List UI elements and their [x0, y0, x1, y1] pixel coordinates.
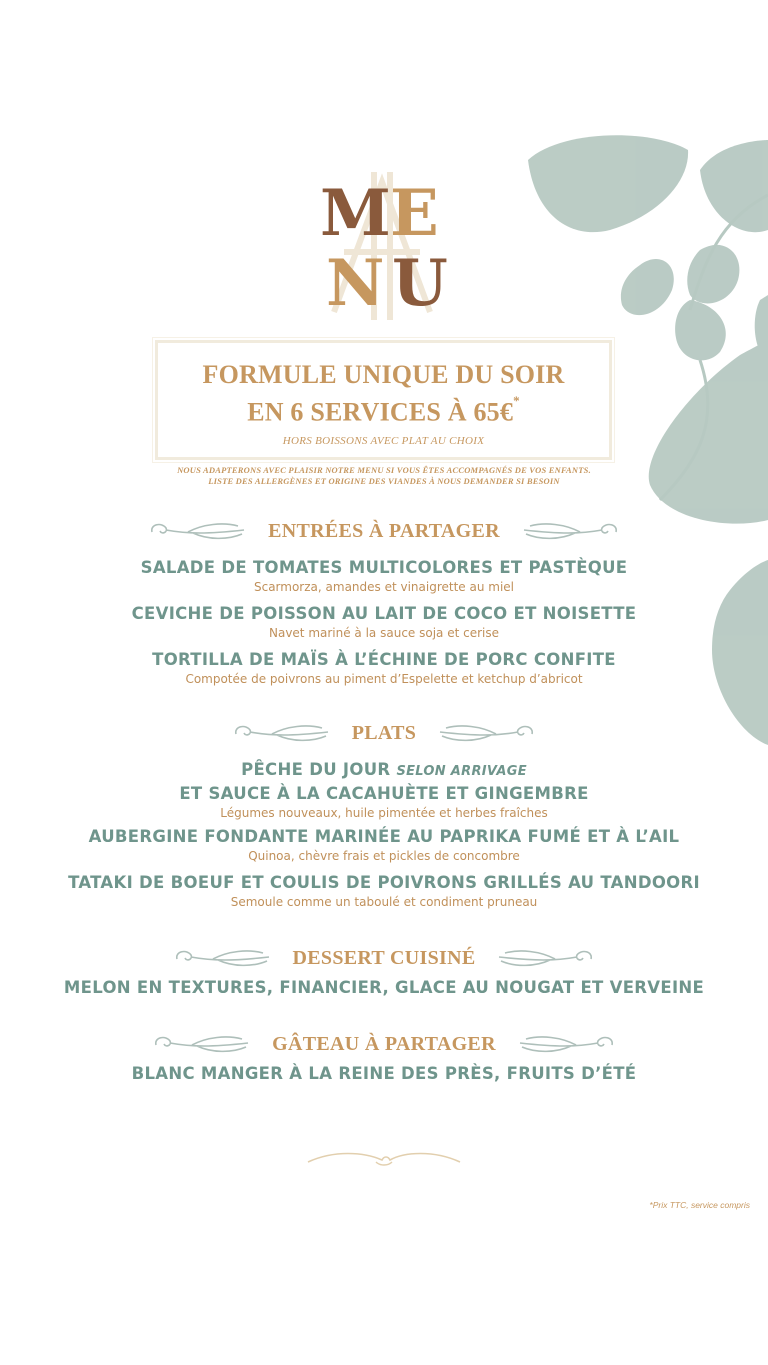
dish-description: Semoule comme un taboulé et condiment pruneau: [230, 895, 538, 909]
dish-title: TORTILLA DE MAÏS À L’ÉCHINE DE PORC CONFITE: [152, 650, 616, 669]
logo-letter-e: E: [390, 176, 439, 251]
dish-title: [0, 759, 768, 783]
dish-title-part: PÊCHE DU JOUR: [241, 760, 397, 779]
logo-letter-u: U: [392, 246, 448, 321]
dish-title: AUBERGINE FONDANTE MARINÉE AU PAPRIKA FUMÉ ET À L’AIL: [88, 827, 680, 846]
dish-entree-3: [0, 649, 768, 687]
dish-title: SALADE DE TOMATES MULTICOLORES ET PASTÈQUE: [140, 558, 628, 577]
section-title-entrees: ENTRÉES À PARTAGER: [268, 519, 500, 542]
swirl-ornament-icon: [304, 1148, 464, 1170]
swirl-ornament-icon: [516, 1033, 616, 1055]
section-header-gateau: [0, 1029, 768, 1059]
section-header-dessert: [0, 943, 768, 973]
section-title-plats: PLATS: [351, 721, 417, 744]
dish-dessert-1: [0, 977, 768, 999]
notice-line-2: LISTE DES ALLERGÈNES ET ORIGINE DES VIANDES À NOUS DEMANDER SI BESOIN: [208, 476, 560, 486]
swirl-ornament-icon: [436, 722, 536, 744]
dish-title: MELON EN TEXTURES, FINANCIER, GLACE AU NOUGAT ET VERVEINE: [63, 978, 705, 997]
dish-title: TATAKI DE BOEUF ET COULIS DE POIVRONS GRILLÉS AU TANDOORI: [68, 873, 700, 892]
dish-description: Navet mariné à la sauce soja et cerise: [268, 626, 499, 640]
swirl-ornament-icon: [495, 947, 595, 969]
dish-title-emphasis: SELON ARRIVAGE: [396, 764, 527, 779]
dish-plat-3: [0, 872, 768, 910]
formula-asterisk: *: [513, 393, 520, 408]
swirl-ornament-icon: [232, 722, 332, 744]
logo-letter-m: M: [320, 176, 391, 251]
formula-line-2: [158, 391, 609, 429]
dish-description: Quinoa, chèvre frais et pickles de concombre: [248, 849, 520, 863]
dish-plat-2: [0, 826, 768, 864]
notice-line-1: NOUS ADAPTERONS AVEC PLAISIR NOTRE MENU SI VOUS ÊTES ACCOMPAGNÉS DE VOS ENFANTS.: [177, 465, 591, 475]
swirl-ornament-icon: [520, 520, 620, 542]
notice-text: [100, 465, 668, 487]
section-header-entrees: [0, 516, 768, 546]
logo-letter-n: N: [326, 246, 385, 321]
dish-description: Compotée de poivrons au piment d’Espelette et ketchup d’abricot: [185, 672, 583, 686]
swirl-ornament-icon: [148, 520, 248, 542]
section-title-dessert: DESSERT CUISINÉ: [292, 946, 476, 969]
dish-title: CEVICHE DE POISSON AU LAIT DE COCO ET NOISETTE: [131, 604, 637, 623]
formula-line-1: FORMULE UNIQUE DU SOIR: [202, 360, 565, 389]
dish-title: BLANC MANGER À LA REINE DES PRÈS, FRUITS D’ÉTÉ: [131, 1064, 637, 1083]
section-header-plats: [0, 718, 768, 748]
swirl-ornament-icon: [152, 1033, 252, 1055]
dish-description: Légumes nouveaux, huile pimentée et herbes fraîches: [220, 806, 548, 820]
dish-gateau-1: [0, 1063, 768, 1085]
dish-entree-1: [0, 557, 768, 595]
dish-description: Scarmorza, amandes et vinaigrette au miel: [253, 580, 515, 594]
menu-logo: [304, 172, 460, 320]
formula-price: EN 6 SERVICES À 65€: [247, 397, 514, 427]
price-note: *Prix TTC, service compris: [649, 1200, 750, 1210]
formula-subtitle: HORS BOISSONS AVEC PLAT AU CHOIX: [282, 434, 485, 447]
formula-box: [155, 340, 612, 460]
dish-title-line-2: ET SAUCE À LA CACAHUÈTE ET GINGEMBRE: [179, 784, 589, 803]
section-title-gateau: GÂTEAU À PARTAGER: [272, 1032, 496, 1055]
dish-entree-2: [0, 603, 768, 641]
swirl-ornament-icon: [173, 947, 273, 969]
dish-plat-1: [0, 759, 768, 821]
